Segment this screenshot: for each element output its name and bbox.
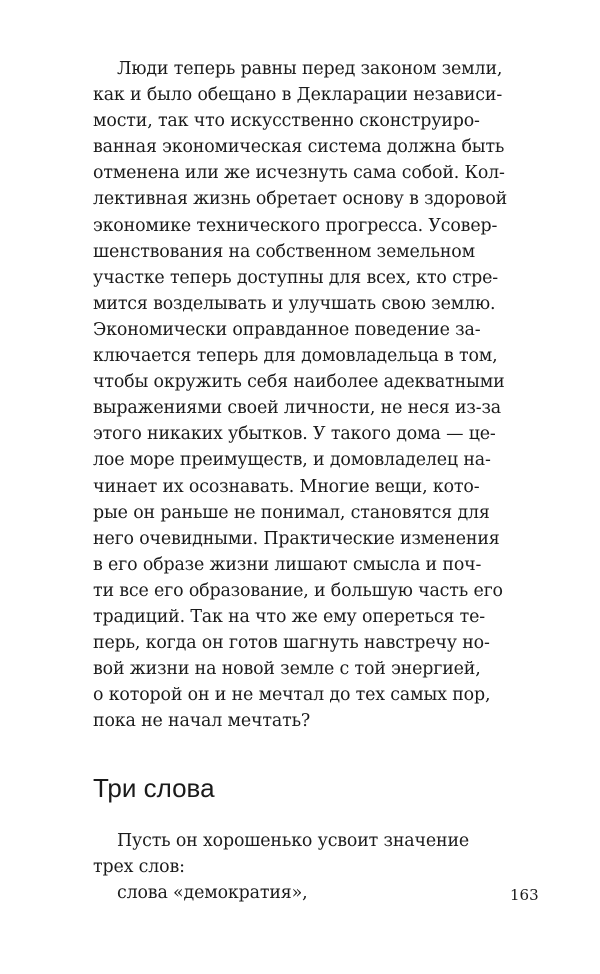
text-line: слова «демократия»,	[117, 883, 308, 904]
text-line: трех слов:	[93, 857, 185, 878]
text-line: в его образе жизни лишают смысла и поч-	[93, 554, 482, 575]
body-paragraph	[93, 828, 513, 906]
section-heading: Три слова	[93, 773, 215, 803]
text-line: лое море преимуществ, и домовладелец на-	[93, 450, 491, 471]
text-line: мится возделывать и улучшать свою землю.	[93, 293, 496, 314]
text-line: шенствования на собственном земельном	[93, 241, 475, 262]
text-line: этого никаких убытков. У такого дома — це-	[93, 424, 496, 445]
text-line: ванная экономическая система должна быть	[93, 137, 505, 158]
text-line: чинает их осознавать. Многие вещи, кото-	[93, 476, 480, 497]
text-line: пока не начал мечтать?	[93, 711, 311, 732]
text-line: ключается теперь для домовладельца в том,	[93, 346, 498, 367]
text-line: участке теперь доступны для всех, кто стре-	[93, 267, 499, 288]
text-line: Пусть он хорошенько усвоит значение	[117, 831, 470, 851]
text-line: экономике технического прогресса. Усовер-	[93, 215, 498, 236]
text-line: Люди теперь равны перед законом земли,	[117, 59, 503, 79]
text-line: традиций. Так на что же ему опереться те-	[93, 606, 485, 627]
text-line: него очевидными. Практические изменения	[93, 528, 500, 549]
text-line: выражениями своей личности, не неся из-за	[93, 398, 502, 419]
text-line: о которой он и не мечтал до тех самых пор,	[93, 685, 491, 706]
text-line: лективная жизнь обретает основу в здоровой	[93, 189, 508, 210]
text-line: как и было обещано в Декларации независи-	[93, 85, 503, 106]
text-line: мости, так что искусственно сконструиро-	[93, 111, 480, 132]
text-line: отменена или же исчезнуть сама собой. Кол-	[93, 163, 505, 184]
text-line: перь, когда он готов шагнуть навстречу но-	[93, 633, 490, 654]
body-paragraph	[93, 56, 513, 734]
text-line: Экономически оправданное поведение за-	[93, 319, 481, 340]
text-line: рые он раньше не понимал, становятся для	[93, 502, 490, 523]
text-line: вой жизни на новой земле с той энергией,	[93, 659, 481, 680]
text-line: чтобы окружить себя наиболее адекватными	[93, 372, 505, 393]
page-number: 163	[510, 886, 539, 904]
text-line: ти все его образование, и большую часть его	[93, 580, 503, 601]
